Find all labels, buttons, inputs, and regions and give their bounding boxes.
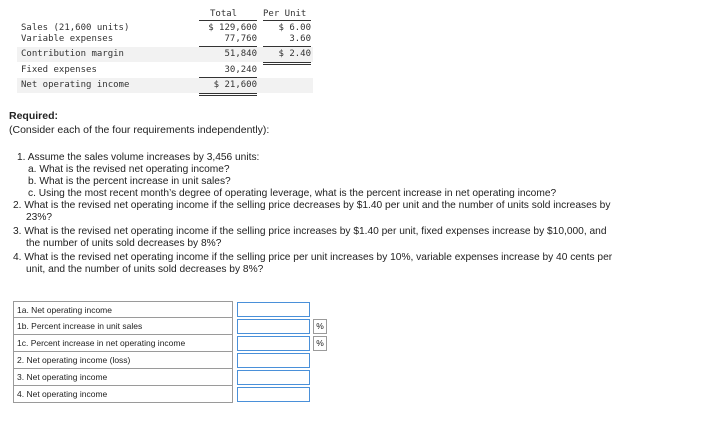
requirement-2-cont: 23%? xyxy=(26,212,53,223)
requirement-4: 4. What is the revised net operating income if the selling price per unit increases by 10%, variable expenses increase by 40 cents per xyxy=(13,252,613,263)
statement-row-contribution-margin xyxy=(17,47,313,62)
requirement-4-cont: unit, and the number of units sold decreases by 8%? xyxy=(26,264,264,275)
answer-row-1c xyxy=(13,335,233,352)
required-note: (Consider each of the four requirements independently): xyxy=(9,124,270,136)
requirement-1: 1. Assume the sales volume increases by 3,456 units: xyxy=(17,152,260,163)
answer-row-4 xyxy=(13,386,233,403)
answer-label: 1b. Percent increase in unit sales xyxy=(17,321,143,331)
required-heading: Required: xyxy=(9,110,59,122)
percent-suffix: % xyxy=(313,336,327,351)
row-total: $ 21,600 xyxy=(213,80,257,90)
row-label: Variable expenses xyxy=(21,34,114,44)
requirement-3-cont: the number of units sold decreases by 8%? xyxy=(26,238,222,249)
noi-total-underline-2 xyxy=(199,95,257,96)
answer-input-3[interactable] xyxy=(237,370,310,385)
row-per-unit: 3.60 xyxy=(289,34,311,44)
answer-input-1b[interactable] xyxy=(237,319,310,334)
answer-input-2[interactable] xyxy=(237,353,310,368)
answer-label: 1a. Net operating income xyxy=(17,305,112,315)
row-label: Contribution margin xyxy=(21,49,124,59)
answer-row-3 xyxy=(13,369,233,386)
statement-row-net-operating-income xyxy=(17,78,313,93)
answer-label: 2. Net operating income (loss) xyxy=(17,355,131,365)
answer-label: 1c. Percent increase in net operating income xyxy=(17,338,186,348)
row-per-unit: $ 6.00 xyxy=(278,23,311,33)
requirement-2: 2. What is the revised net operating income if the selling price decreases by $1.40 per unit and the number of units sold increases by xyxy=(13,200,611,211)
row-per-unit: $ 2.40 xyxy=(278,49,311,59)
requirement-1b: b. What is the percent increase in unit sales? xyxy=(28,176,231,187)
row-total: $ 129,600 xyxy=(208,23,257,33)
row-total: 30,240 xyxy=(224,65,257,75)
noi-total-underline-1 xyxy=(199,93,257,94)
answer-label: 4. Net operating income xyxy=(17,389,108,399)
answer-input-4[interactable] xyxy=(237,387,310,402)
answer-label: 3. Net operating income xyxy=(17,372,108,382)
percent-suffix: % xyxy=(313,319,327,334)
row-total: 77,760 xyxy=(224,34,257,44)
answer-input-1a[interactable] xyxy=(237,302,310,317)
row-label: Sales (21,600 units) xyxy=(21,23,130,33)
header-total: Total xyxy=(210,9,238,19)
row-label: Fixed expenses xyxy=(21,65,97,75)
requirement-3: 3. What is the revised net operating income if the selling price increases by $1.40 per unit, fixed expenses increase by $10,000, and xyxy=(13,226,607,237)
answer-row-1a xyxy=(13,301,233,318)
row-label: Net operating income xyxy=(21,80,130,90)
requirement-1a: a. What is the revised net operating income? xyxy=(28,164,230,175)
answer-row-2 xyxy=(13,352,233,369)
answer-row-1b xyxy=(13,318,233,335)
statement-row-fixed-expenses xyxy=(17,63,313,78)
header-per-unit: Per Unit xyxy=(263,9,307,19)
requirement-1c: c. Using the most recent month’s degree of operating leverage, what is the percent increase in net operating income? xyxy=(28,188,557,199)
statement-row-variable-expenses xyxy=(17,32,313,47)
row-total: 51,840 xyxy=(224,49,257,59)
answer-input-1c[interactable] xyxy=(237,336,310,351)
